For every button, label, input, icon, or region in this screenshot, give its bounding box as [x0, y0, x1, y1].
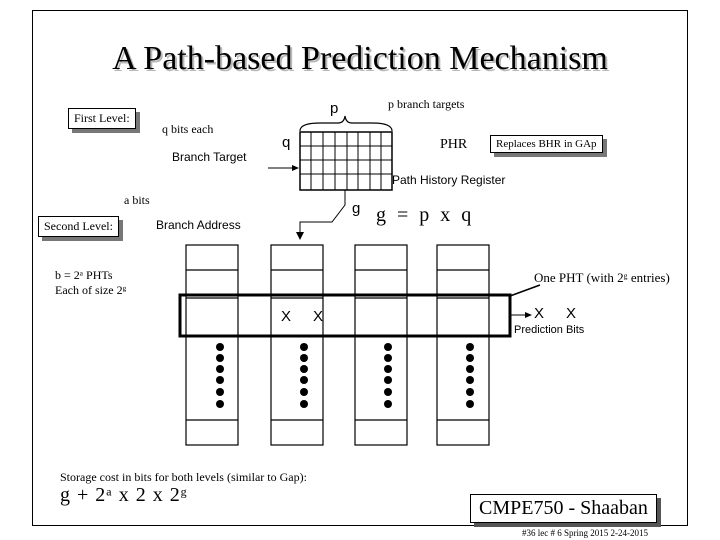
g-label: g [352, 200, 361, 217]
q-bits-each-label: q bits each [162, 122, 214, 136]
x-mark: X [534, 305, 545, 322]
x-mark: X [281, 308, 292, 325]
p-branch-targets-label: p branch targets [388, 97, 465, 111]
first-level-box: First Level: [68, 108, 136, 129]
branch-target-label: Branch Target [172, 150, 247, 164]
one-pht-callout-line [510, 285, 540, 296]
pht-columns [186, 245, 489, 445]
b-equals-label: b = 2ᵃ PHTs [55, 268, 113, 282]
x-mark: X [566, 305, 577, 322]
storage-cost-label: Storage cost in bits for both levels (similar to Gap): [60, 470, 307, 484]
second-level-box: Second Level: [38, 216, 119, 237]
g-connector [300, 190, 345, 234]
x-mark: X [313, 308, 324, 325]
pht-ellipsis-dots [216, 343, 474, 408]
one-pht-label: One PHT (with 2ᵍ entries) [534, 270, 670, 285]
prediction-bits-label: Prediction Bits [514, 324, 585, 336]
path-history-register-label: Path History Register [392, 173, 506, 187]
path-history-register [300, 132, 392, 190]
course-banner: CMPE750 - Shaaban [470, 494, 657, 523]
each-size-label: Each of size 2ᵍ [55, 283, 127, 297]
p-brace [300, 116, 392, 131]
selected-pht-row [180, 295, 510, 336]
replaces-bhr-box: Replaces BHR in GAp [490, 135, 603, 153]
p-label: p [330, 100, 339, 117]
phr-label: PHR [440, 137, 468, 152]
slide-footer: #36 lec # 6 Spring 2015 2-24-2015 [522, 528, 648, 538]
slide-title: A Path-based Prediction Mechanism [112, 40, 608, 77]
a-bits-label: a bits [124, 193, 150, 207]
branch-address-label: Branch Address [156, 218, 241, 232]
storage-cost-formula: g + 2ᵃ x 2 x 2ᵍ [60, 484, 188, 506]
g-equals-formula: g = p x q [376, 204, 475, 226]
q-label: q [282, 134, 291, 151]
